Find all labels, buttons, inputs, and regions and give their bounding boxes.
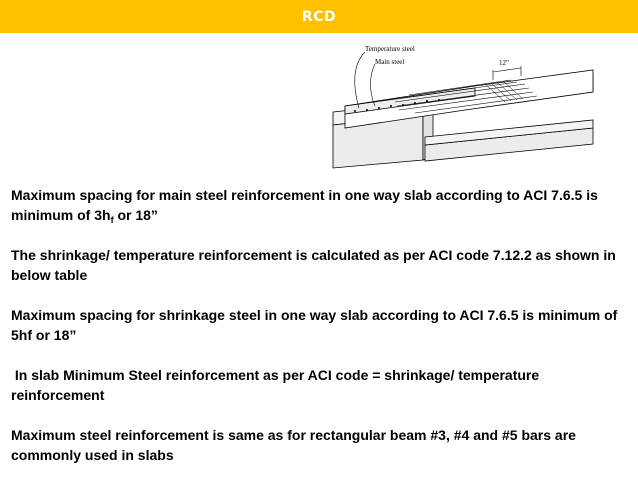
p1-subscript: f	[110, 215, 114, 225]
label-temperature-steel: Temperature steel	[365, 45, 415, 53]
paragraph-shrinkage-spacing: Maximum spacing for shrinkage steel in one way slab according to ACI 7.6.5 is minimum of 5hf or 18”	[11, 307, 618, 343]
p1-text-after: or 18”	[113, 207, 158, 223]
label-main-steel: Main steel	[375, 58, 405, 66]
paragraph-main-steel-spacing	[11, 185, 631, 225]
paragraph-minimum-steel: In slab Minimum Steel reinforcement as per ACI code = shrinkage/ temperature reinforcement	[11, 367, 544, 403]
p1-text: Maximum spacing for main steel reinforcement in one way slab according to ACI 7.6.5 is minimum of 3h	[11, 187, 598, 223]
paragraph-maximum-steel: Maximum steel reinforcement is same as for rectangular beam #3, #4 and #5 bars are commonly used in slabs	[11, 427, 576, 463]
right-beam	[425, 120, 593, 161]
slab-reinforcement-diagram	[325, 40, 597, 172]
content-body	[11, 185, 631, 465]
slab-top	[345, 70, 593, 128]
paragraph-shrinkage-reinforcement: The shrinkage/ temperature reinforcement is calculated as per ACI code 7.12.2 as shown in below table	[11, 247, 616, 283]
label-dimension: 12"	[499, 59, 509, 67]
title-bar	[0, 0, 638, 33]
slide-title: RCD	[301, 8, 337, 25]
